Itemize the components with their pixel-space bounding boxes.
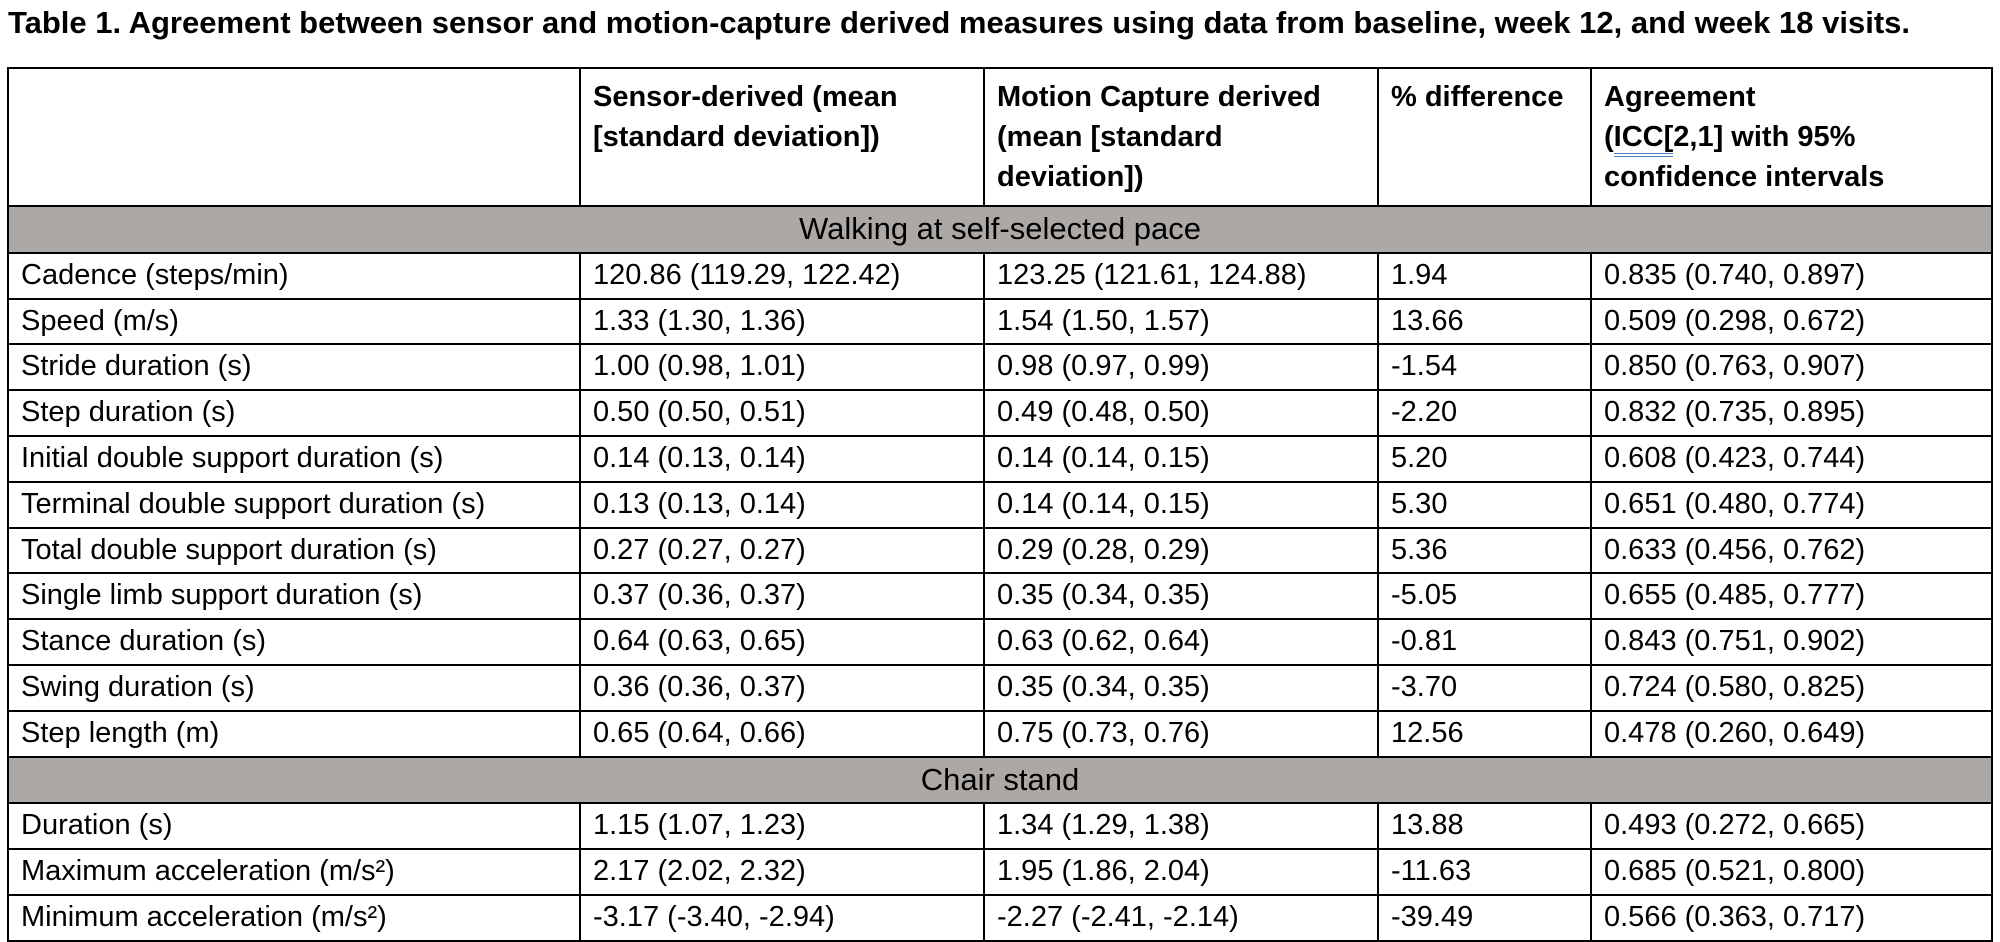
sensor-value-cell: -3.17 (-3.40, -2.94) — [580, 895, 984, 941]
measure-cell: Swing duration (s) — [8, 665, 580, 711]
measure-cell: Maximum acceleration (m/s²) — [8, 849, 580, 895]
table-row — [8, 436, 1992, 482]
sensor-value-cell: 0.36 (0.36, 0.37) — [580, 665, 984, 711]
table-row — [8, 573, 1992, 619]
column-header-pct-difference: % difference — [1378, 68, 1591, 206]
pct-difference-cell: -2.20 — [1378, 390, 1591, 436]
mocap-value-cell: 1.95 (1.86, 2.04) — [984, 849, 1378, 895]
table-row — [8, 299, 1992, 345]
mocap-value-cell: 0.35 (0.34, 0.35) — [984, 665, 1378, 711]
sensor-value-cell: 0.13 (0.13, 0.14) — [580, 482, 984, 528]
table-row — [8, 895, 1992, 941]
table-body — [8, 206, 1992, 941]
table-title: Table 1. Agreement between sensor and motion-capture derived measures using data from baseline, week 12, and week 18 visits. — [8, 5, 1910, 40]
sensor-value-cell: 0.64 (0.63, 0.65) — [580, 619, 984, 665]
table-row — [8, 665, 1992, 711]
icc-agreement-cell: 0.651 (0.480, 0.774) — [1591, 482, 1992, 528]
pct-difference-cell: -11.63 — [1378, 849, 1591, 895]
agreement-header-line1: Agreement — [1604, 81, 1756, 114]
sensor-value-cell: 0.14 (0.13, 0.14) — [580, 436, 984, 482]
agreement-table — [7, 67, 1993, 942]
section-header-label: Chair stand — [8, 757, 1992, 804]
agreement-header-open-paren: ( — [1604, 121, 1614, 154]
agreement-header-line2-rest: 2,1] with 95% — [1673, 121, 1856, 154]
measure-cell: Speed (m/s) — [8, 299, 580, 345]
section-header-row — [8, 206, 1992, 253]
measure-cell: Step length (m) — [8, 711, 580, 757]
pct-difference-cell: 13.88 — [1378, 803, 1591, 849]
column-header-agreement — [1591, 68, 1992, 206]
header-row — [8, 68, 1992, 206]
icc-agreement-cell: 0.843 (0.751, 0.902) — [1591, 619, 1992, 665]
table-row — [8, 253, 1992, 299]
table-row — [8, 849, 1992, 895]
table-row — [8, 344, 1992, 390]
icc-agreement-cell: 0.608 (0.423, 0.744) — [1591, 436, 1992, 482]
mocap-value-cell: 0.63 (0.62, 0.64) — [984, 619, 1378, 665]
sensor-value-cell: 0.37 (0.36, 0.37) — [580, 573, 984, 619]
mocap-value-cell: 0.35 (0.34, 0.35) — [984, 573, 1378, 619]
agreement-header-icc-underlined: ICC[ — [1614, 121, 1674, 157]
sensor-value-cell: 2.17 (2.02, 2.32) — [580, 849, 984, 895]
sensor-value-cell: 120.86 (119.29, 122.42) — [580, 253, 984, 299]
table-row — [8, 390, 1992, 436]
sensor-value-cell: 0.50 (0.50, 0.51) — [580, 390, 984, 436]
icc-agreement-cell: 0.493 (0.272, 0.665) — [1591, 803, 1992, 849]
icc-agreement-cell: 0.633 (0.456, 0.762) — [1591, 528, 1992, 574]
pct-difference-cell: -39.49 — [1378, 895, 1591, 941]
pct-difference-cell: 5.30 — [1378, 482, 1591, 528]
pct-difference-cell: -1.54 — [1378, 344, 1591, 390]
icc-agreement-cell: 0.478 (0.260, 0.649) — [1591, 711, 1992, 757]
sensor-value-cell: 1.33 (1.30, 1.36) — [580, 299, 984, 345]
mocap-value-cell: -2.27 (-2.41, -2.14) — [984, 895, 1378, 941]
sensor-value-cell: 1.15 (1.07, 1.23) — [580, 803, 984, 849]
mocap-value-cell: 0.98 (0.97, 0.99) — [984, 344, 1378, 390]
column-header-mocap: Motion Capture derived (mean [standard deviation]) — [984, 68, 1378, 206]
sensor-value-cell: 0.27 (0.27, 0.27) — [580, 528, 984, 574]
measure-cell: Duration (s) — [8, 803, 580, 849]
measure-cell: Stride duration (s) — [8, 344, 580, 390]
icc-agreement-cell: 0.509 (0.298, 0.672) — [1591, 299, 1992, 345]
measure-cell: Cadence (steps/min) — [8, 253, 580, 299]
icc-agreement-cell: 0.850 (0.763, 0.907) — [1591, 344, 1992, 390]
mocap-value-cell: 0.49 (0.48, 0.50) — [984, 390, 1378, 436]
mocap-value-cell: 1.34 (1.29, 1.38) — [984, 803, 1378, 849]
measure-cell: Minimum acceleration (m/s²) — [8, 895, 580, 941]
icc-agreement-cell: 0.832 (0.735, 0.895) — [1591, 390, 1992, 436]
table-row — [8, 528, 1992, 574]
table-row — [8, 619, 1992, 665]
section-header-row — [8, 757, 1992, 804]
measure-cell: Step duration (s) — [8, 390, 580, 436]
measure-cell: Single limb support duration (s) — [8, 573, 580, 619]
mocap-value-cell: 0.75 (0.73, 0.76) — [984, 711, 1378, 757]
mocap-value-cell: 123.25 (121.61, 124.88) — [984, 253, 1378, 299]
column-header-measure — [8, 68, 580, 206]
icc-agreement-cell: 0.835 (0.740, 0.897) — [1591, 253, 1992, 299]
mocap-value-cell: 0.29 (0.28, 0.29) — [984, 528, 1378, 574]
icc-agreement-cell: 0.724 (0.580, 0.825) — [1591, 665, 1992, 711]
pct-difference-cell: 5.36 — [1378, 528, 1591, 574]
pct-difference-cell: 1.94 — [1378, 253, 1591, 299]
pct-difference-cell: -0.81 — [1378, 619, 1591, 665]
icc-agreement-cell: 0.685 (0.521, 0.800) — [1591, 849, 1992, 895]
table-row — [8, 803, 1992, 849]
table-row — [8, 482, 1992, 528]
icc-agreement-cell: 0.655 (0.485, 0.777) — [1591, 573, 1992, 619]
pct-difference-cell: 13.66 — [1378, 299, 1591, 345]
mocap-value-cell: 0.14 (0.14, 0.15) — [984, 482, 1378, 528]
measure-cell: Stance duration (s) — [8, 619, 580, 665]
table-row — [8, 711, 1992, 757]
column-header-sensor: Sensor-derived (mean [standard deviation]) — [580, 68, 984, 206]
pct-difference-cell: 12.56 — [1378, 711, 1591, 757]
measure-cell: Terminal double support duration (s) — [8, 482, 580, 528]
icc-agreement-cell: 0.566 (0.363, 0.717) — [1591, 895, 1992, 941]
mocap-value-cell: 1.54 (1.50, 1.57) — [984, 299, 1378, 345]
agreement-header-line3: confidence intervals — [1604, 161, 1885, 194]
measure-cell: Initial double support duration (s) — [8, 436, 580, 482]
pct-difference-cell: -5.05 — [1378, 573, 1591, 619]
measure-cell: Total double support duration (s) — [8, 528, 580, 574]
sensor-value-cell: 0.65 (0.64, 0.66) — [580, 711, 984, 757]
sensor-value-cell: 1.00 (0.98, 1.01) — [580, 344, 984, 390]
mocap-value-cell: 0.14 (0.14, 0.15) — [984, 436, 1378, 482]
table-header — [8, 68, 1992, 206]
section-header-label: Walking at self-selected pace — [8, 206, 1992, 253]
pct-difference-cell: -3.70 — [1378, 665, 1591, 711]
pct-difference-cell: 5.20 — [1378, 436, 1591, 482]
